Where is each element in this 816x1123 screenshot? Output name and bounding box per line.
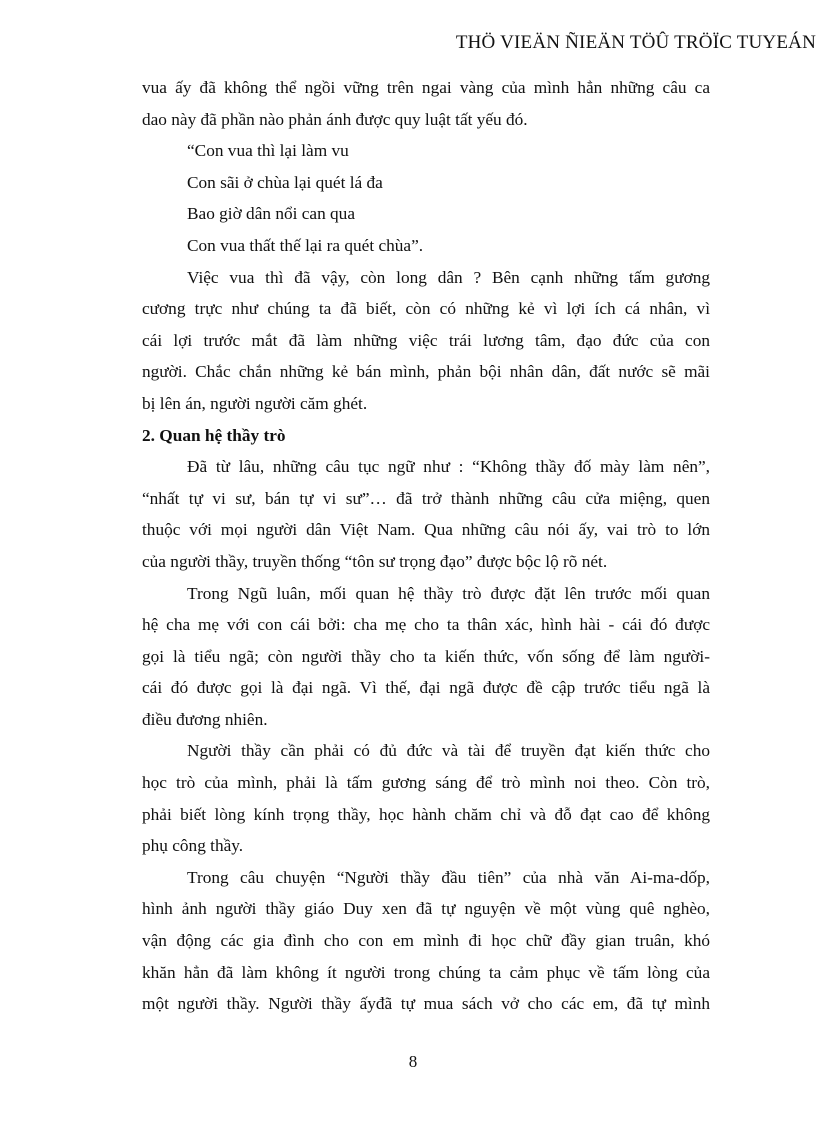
poem-line: Bao giờ dân nổi can qua: [187, 204, 355, 224]
text-line: một người thầy. Người thầy ấyđã tự mua sách vở cho các em, đã tự mình: [142, 994, 710, 1014]
text-line: dao này đã phần nào phản ánh được quy luật tất yếu đó.: [142, 109, 528, 129]
text-line: hệ cha mẹ với con cái bởi: cha mẹ cho ta thân xác, hình hài - cái đó được: [142, 615, 710, 635]
text-line: Trong câu chuyện “Người thầy đầu tiên” của nhà văn Ai-ma-dốp,: [187, 867, 710, 887]
text-line: người. Chắc chắn những kẻ bán mình, phản bội nhân dân, đất nước sẽ mãi: [142, 362, 710, 382]
page-number: 8: [408, 1052, 418, 1071]
text-line: của người thầy, truyền thống “tôn sư trọng đạo” được bộc lộ rõ nét.: [142, 551, 608, 571]
text-line: Việc vua thì đã vậy, còn long dân ? Bên cạnh những tấm gương: [187, 267, 710, 287]
text-line: học trò của mình, phải là tấm gương sáng để trò mình noi theo. Còn trò,: [142, 773, 710, 793]
text-line: điều đương nhiên.: [142, 709, 268, 729]
section-heading: 2. Quan hệ thầy trò: [142, 425, 286, 445]
text-line: phải biết lòng kính trọng thầy, học hành chăm chỉ và đỗ đạt cao để không: [142, 804, 710, 824]
text-line: vận động các gia đình cho con em mình đi học chữ đầy gian truân, khó: [142, 931, 710, 951]
poem-line: Con sãi ở chùa lại quét lá đa: [187, 172, 383, 192]
page-header: THÖ VIEÄN ÑIEÄN TÖÛ TRÖÏC TUYEÁN: [455, 32, 816, 53]
text-line: phụ công thầy.: [142, 836, 244, 856]
text-line: gọi là tiểu ngã; còn người thầy cho ta kiến thức, vốn sống để làm người-: [142, 646, 710, 666]
text-line: bị lên án, người người căm ghét.: [142, 393, 368, 413]
text-line: Đã từ lâu, những câu tục ngữ như : “Không thầy đố mày làm nên”,: [187, 457, 710, 477]
text-line: Trong Ngũ luân, mối quan hệ thầy trò được đặt lên trước mối quan: [187, 583, 710, 603]
text-line: thuộc với mọi người dân Việt Nam. Qua những câu nói ấy, vai trò to lớn: [142, 520, 710, 540]
text-line: khăn hẳn đã làm không ít người trong chúng ta cảm phục về tấm lòng của: [142, 962, 710, 982]
text-line: Người thầy cần phải có đủ đức và tài để truyền đạt kiến thức cho: [187, 741, 710, 761]
text-line: “nhất tự vi sư, bán tự vi sư”… đã trở thành những câu cửa miệng, quen: [142, 488, 710, 508]
text-line: cái lợi trước mắt đã làm những việc trái lương tâm, đạo đức của con: [142, 330, 710, 350]
text-line: cái đó được gọi là đại ngã. Vì thế, đại ngã được đề cập trước tiểu ngã là: [142, 678, 710, 698]
text-line: vua ấy đã không thể ngồi vững trên ngai vàng của mình hẳn những câu ca: [142, 78, 710, 97]
poem-line: “Con vua thì lại làm vu: [187, 141, 349, 161]
text-line: cương trực như chúng ta đã biết, còn có những kẻ vì lợi ích cá nhân, vì: [142, 299, 710, 319]
document-body: [142, 72, 710, 1020]
poem-line: Con vua thất thế lại ra quét chùa”.: [187, 235, 424, 255]
text-line: hình ảnh người thầy giáo Duy xen đã tự nguyện về một vùng quê nghèo,: [142, 899, 710, 919]
